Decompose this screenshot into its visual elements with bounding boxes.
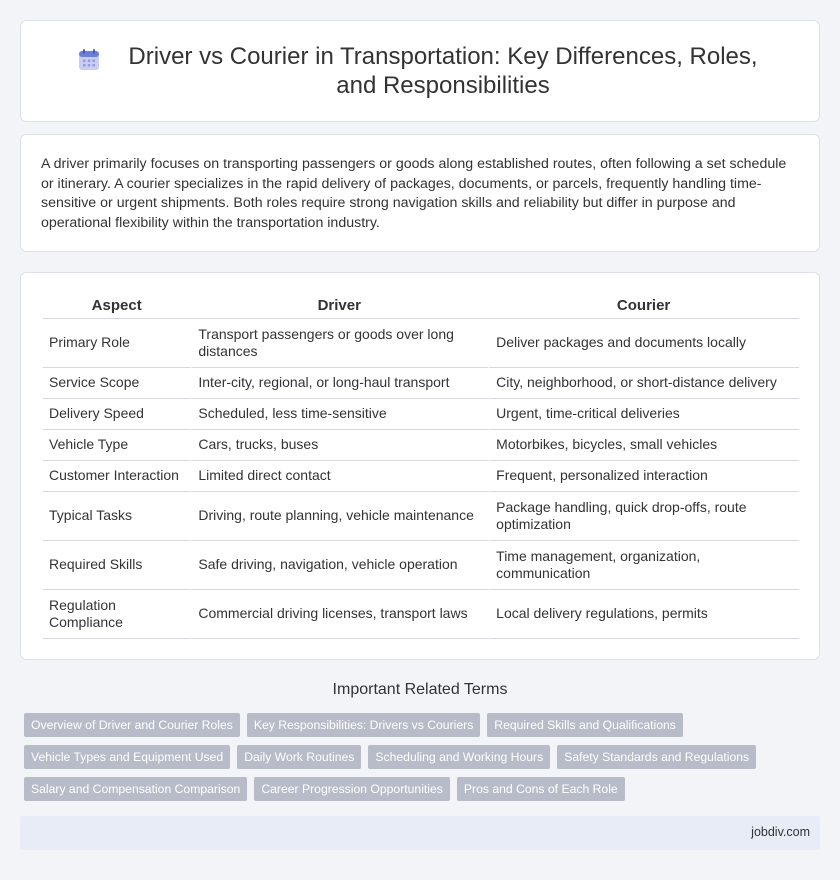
comparison-table <box>43 295 799 639</box>
header-card <box>20 20 820 122</box>
calendar-icon <box>77 48 101 72</box>
header-driver: Driver <box>190 295 488 319</box>
footer-site-link[interactable]: jobdiv.com <box>751 825 810 839</box>
table-cell: Vehicle Type <box>43 430 190 461</box>
table-cell: Transport passengers or goods over long distances <box>190 319 488 368</box>
related-term-tag[interactable]: Scheduling and Working Hours <box>368 745 550 769</box>
table-cell: Cars, trucks, buses <box>190 430 488 461</box>
related-term-tag[interactable]: Salary and Compensation Comparison <box>24 777 247 801</box>
table-cell: Driving, route planning, vehicle maintenance <box>190 492 488 541</box>
footer <box>20 816 820 850</box>
table-cell: Typical Tasks <box>43 492 190 541</box>
table-row <box>43 590 799 639</box>
intro-text: A driver primarily focuses on transporting passengers or goods along established routes, often following a set schedule or itinerary. A courier specializes in the rapid delivery of packages, documents, or parcels, frequently handling time-sensitive or urgent shipments. Both roles require strong navigation skills and reliability but differ in purpose and operational flexibility within the transportation industry. <box>41 156 787 231</box>
table-cell: Local delivery regulations, permits <box>488 590 799 639</box>
comparison-card <box>20 272 820 660</box>
related-term-tag[interactable]: Career Progression Opportunities <box>254 777 450 801</box>
header-aspect: Aspect <box>43 295 190 319</box>
related-term-tag[interactable]: Key Responsibilities: Drivers vs Couriers <box>247 713 480 737</box>
related-term-tag[interactable]: Required Skills and Qualifications <box>487 713 683 737</box>
table-cell: City, neighborhood, or short-distance delivery <box>488 368 799 399</box>
intro-card <box>20 134 820 252</box>
table-header-row <box>43 295 799 319</box>
related-term-tag[interactable]: Daily Work Routines <box>237 745 361 769</box>
table-cell: Urgent, time-critical deliveries <box>488 399 799 430</box>
table-row <box>43 430 799 461</box>
table-cell: Safe driving, navigation, vehicle operation <box>190 541 488 590</box>
related-term-tag[interactable]: Overview of Driver and Courier Roles <box>24 713 240 737</box>
related-terms-title: Important Related Terms <box>332 681 508 698</box>
table-row <box>43 319 799 368</box>
table-cell: Required Skills <box>43 541 190 590</box>
page-title: Driver vs Courier in Transportation: Key Differences, Roles, and Responsibilities <box>128 43 758 99</box>
table-cell: Customer Interaction <box>43 461 190 492</box>
table-row <box>43 368 799 399</box>
table-row <box>43 399 799 430</box>
table-cell: Motorbikes, bicycles, small vehicles <box>488 430 799 461</box>
table-cell: Package handling, quick drop-offs, route optimization <box>488 492 799 541</box>
table-cell: Commercial driving licenses, transport laws <box>190 590 488 639</box>
related-term-tag[interactable]: Pros and Cons of Each Role <box>457 777 625 801</box>
related-term-tag[interactable]: Vehicle Types and Equipment Used <box>24 745 230 769</box>
table-cell: Time management, organization, communication <box>488 541 799 590</box>
table-cell: Inter-city, regional, or long-haul transport <box>190 368 488 399</box>
table-cell: Scheduled, less time-sensitive <box>190 399 488 430</box>
header-courier: Courier <box>488 295 799 319</box>
related-term-tag[interactable]: Safety Standards and Regulations <box>557 745 756 769</box>
table-cell: Delivery Speed <box>43 399 190 430</box>
table-row <box>43 541 799 590</box>
table-cell: Frequent, personalized interaction <box>488 461 799 492</box>
table-cell: Limited direct contact <box>190 461 488 492</box>
table-row <box>43 461 799 492</box>
table-cell: Service Scope <box>43 368 190 399</box>
table-cell: Regulation Compliance <box>43 590 190 639</box>
table-cell: Deliver packages and documents locally <box>488 319 799 368</box>
related-terms-list <box>24 713 784 801</box>
table-cell: Primary Role <box>43 319 190 368</box>
table-row <box>43 492 799 541</box>
